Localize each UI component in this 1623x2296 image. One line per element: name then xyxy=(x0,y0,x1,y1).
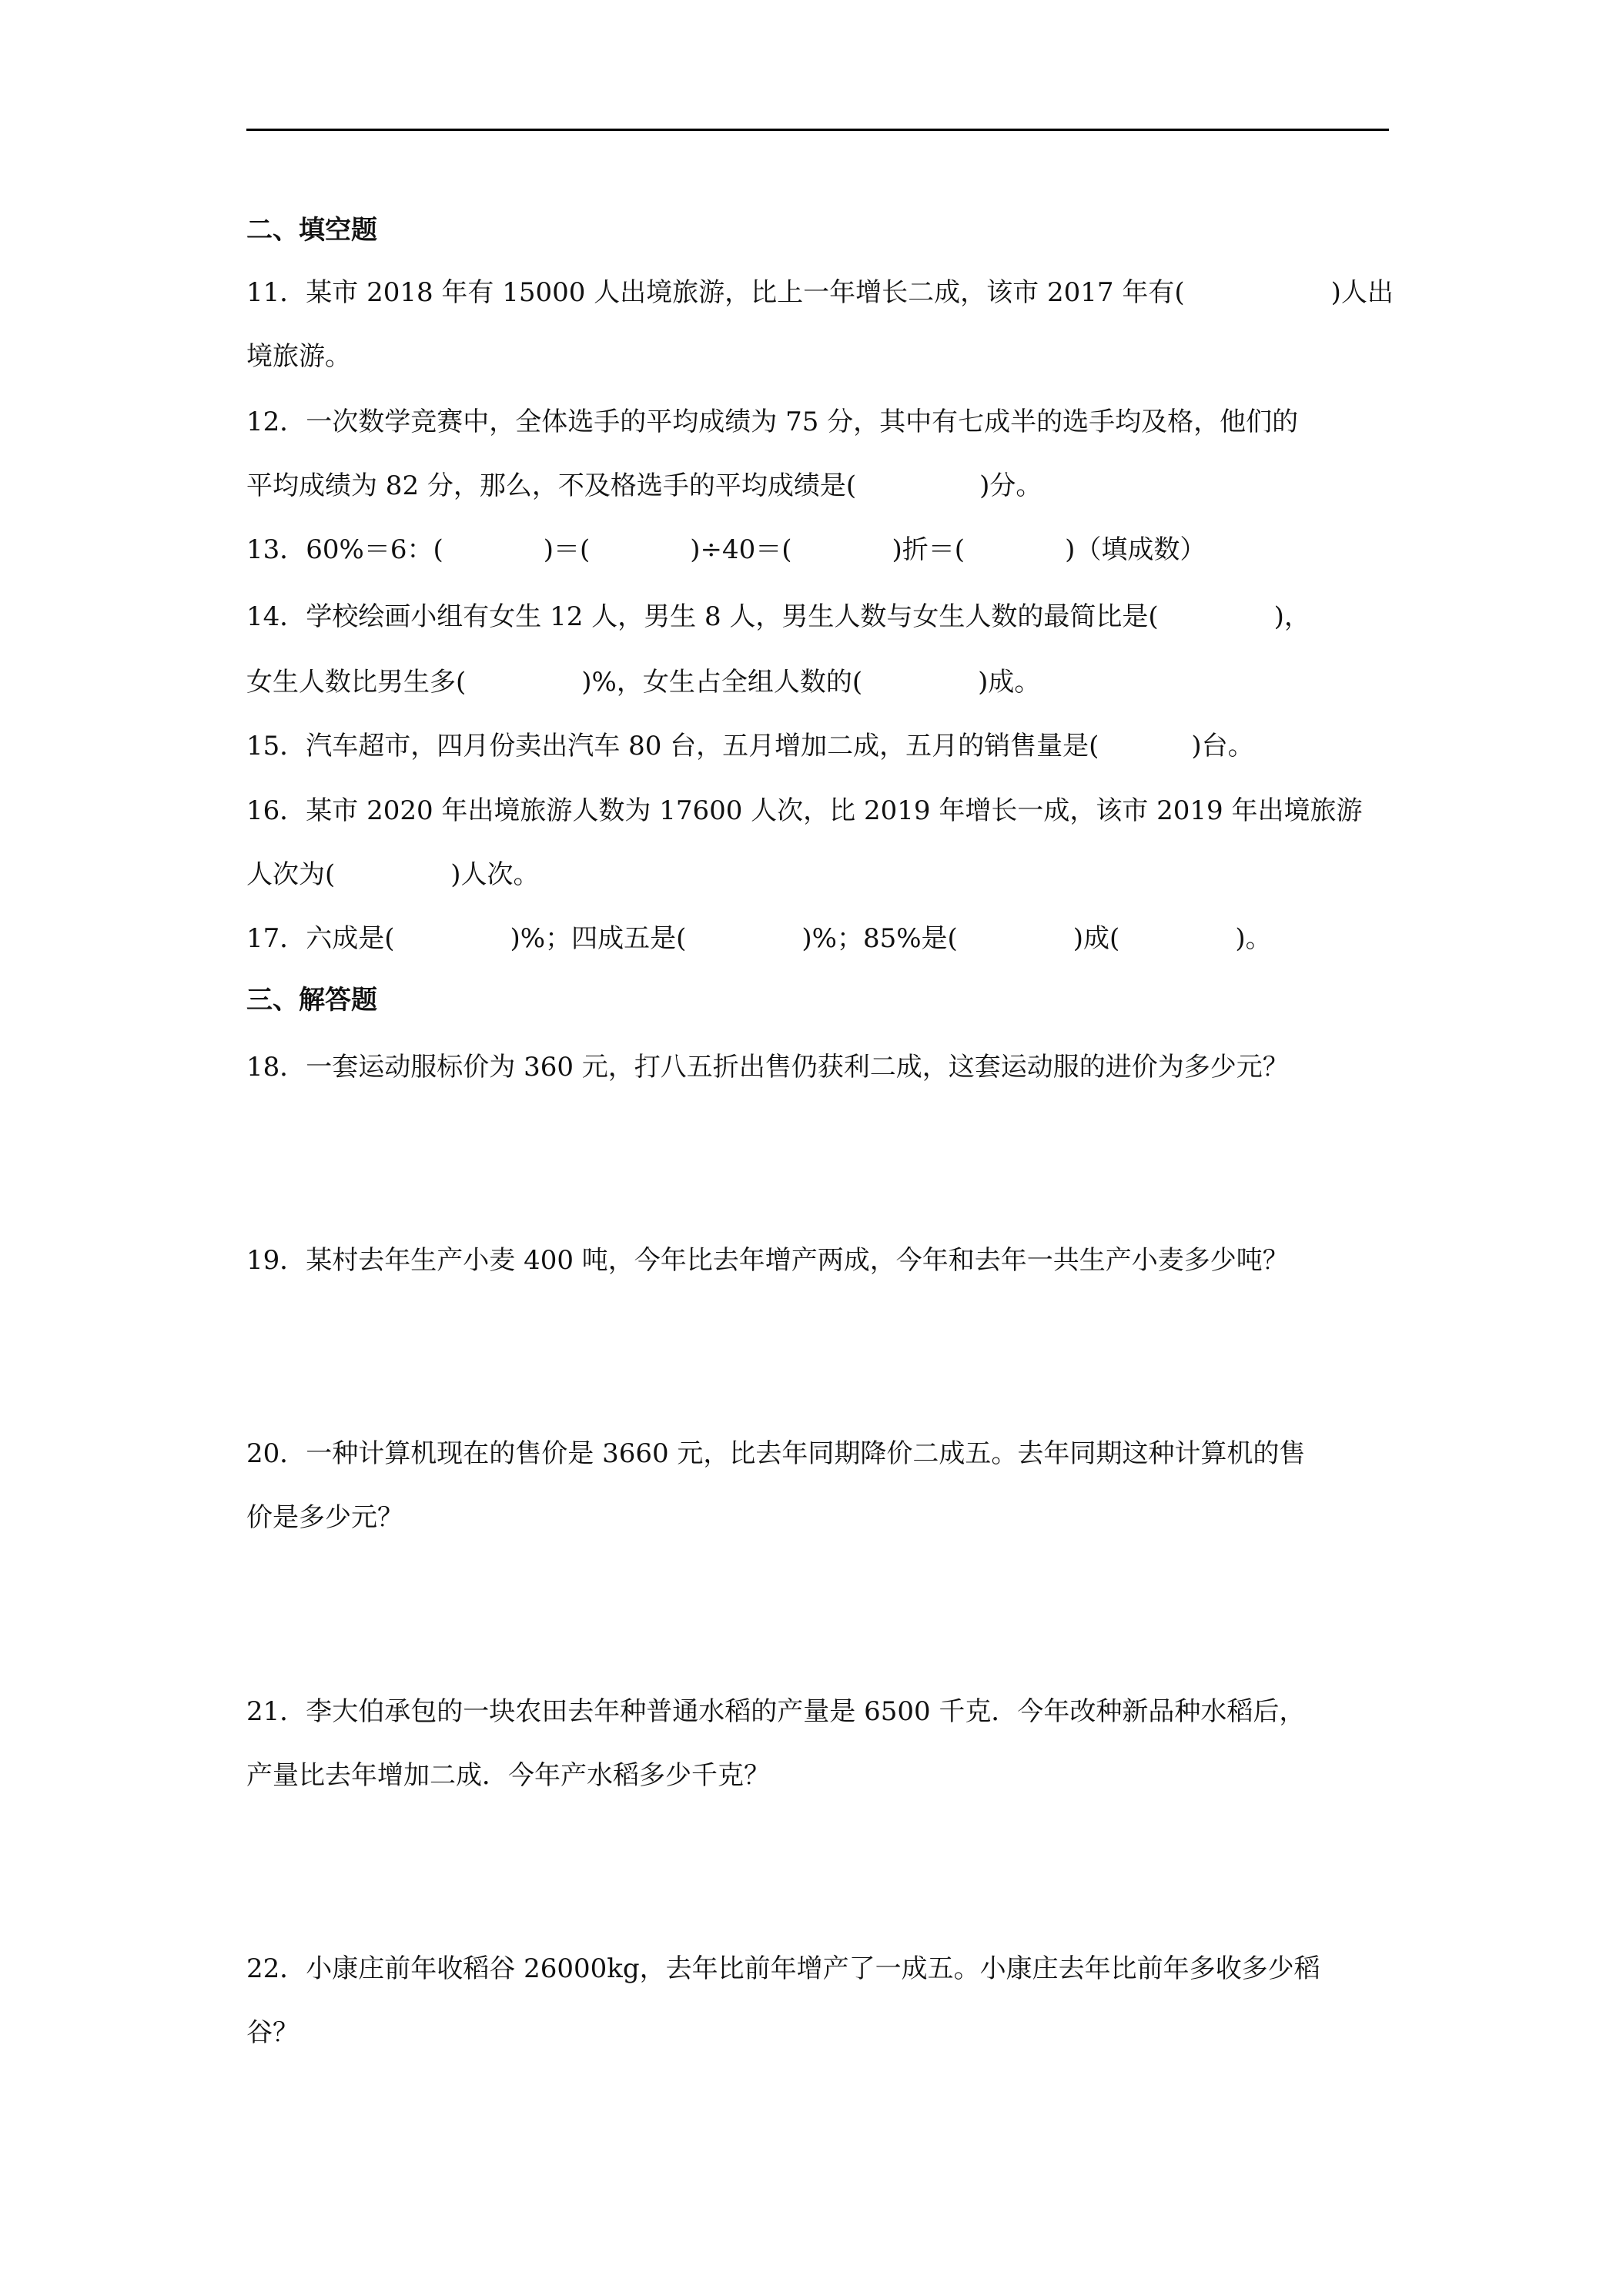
answer-blank[interactable] xyxy=(958,946,1073,947)
header-rule xyxy=(246,129,1389,131)
question-18: 18．一套运动服标价为 360 元，打八五折出售仍获利二成，这套运动服的进价为多少元？ xyxy=(246,1052,1289,1083)
question-21-line-2: 产量比去年增加二成．今年产水稻多少千克？ xyxy=(246,1760,770,1791)
answer-blank[interactable] xyxy=(443,557,544,558)
question-20-line-2: 价是多少元？ xyxy=(246,1502,403,1533)
answer-blank[interactable] xyxy=(466,690,581,691)
answer-blank[interactable] xyxy=(686,946,801,947)
answer-blank[interactable] xyxy=(862,690,978,691)
answer-blank[interactable] xyxy=(395,946,510,947)
question-11-line-2: 境旅游。 xyxy=(246,341,351,372)
question-12-line-2: 平均成绩为 82 分，那么，不及格选手的平均成绩是( )分。 xyxy=(246,470,1042,501)
question-22-line-2: 谷？ xyxy=(246,2017,299,2048)
question-15: 15．汽车超市，四月份卖出汽车 80 台，五月增加二成，五月的销售量是( )台。 xyxy=(246,731,1254,761)
answer-blank[interactable] xyxy=(792,557,892,558)
answer-blank[interactable] xyxy=(1119,946,1235,947)
answer-blank[interactable] xyxy=(590,557,690,558)
question-19: 19．某村去年生产小麦 400 吨，今年比去年增产两成，今年和去年一共生产小麦多少吨？ xyxy=(246,1245,1289,1276)
question-14-line-2: 女生人数比男生多( )%，女生占全组人数的( )成。 xyxy=(246,667,1041,698)
section-heading-solve: 三、解答题 xyxy=(246,985,377,1016)
question-17: 17．六成是( )%；四成五是( )%；85%是( )成( )。 xyxy=(246,923,1272,954)
answer-blank[interactable] xyxy=(335,882,450,883)
question-14-line-1: 14．学校绘画小组有女生 12 人，男生 8 人，男生人数与女生人数的最简比是( )， xyxy=(246,601,1310,632)
answer-blank[interactable] xyxy=(1185,300,1331,301)
answer-blank[interactable] xyxy=(1099,754,1191,755)
question-22-line-1: 22．小康庄前年收稻谷 26000kg，去年比前年增产了一成五。小康庄去年比前年多收多少稻 xyxy=(246,1953,1320,1984)
section-heading-fill-blank: 二、填空题 xyxy=(246,215,377,246)
question-11-line-1: 11．某市 2018 年有 15000 人出境旅游，比上一年增长二成，该市 2017 年有( )人出 xyxy=(246,277,1394,308)
question-16-line-1: 16．某市 2020 年出境旅游人数为 17600 人次，比 2019 年增长一成，该市 2019 年出境旅游 xyxy=(246,795,1363,826)
question-20-line-1: 20．一种计算机现在的售价是 3660 元，比去年同期降价二成五。去年同期这种计算机的售 xyxy=(246,1438,1306,1469)
question-12-line-1: 12．一次数学竞赛中，全体选手的平均成绩为 75 分，其中有七成半的选手均及格，他们的 xyxy=(246,407,1299,437)
answer-blank[interactable] xyxy=(965,557,1065,558)
question-13: 13．60%＝6：( )＝( )÷40＝( )折＝( )（填成数） xyxy=(246,534,1206,565)
question-16-line-2: 人次为( )人次。 xyxy=(246,859,540,890)
answer-blank[interactable] xyxy=(1159,624,1274,625)
question-21-line-1: 21．李大伯承包的一块农田去年种普通水稻的产量是 6500 千克．今年改种新品种水稻后， xyxy=(246,1696,1306,1727)
